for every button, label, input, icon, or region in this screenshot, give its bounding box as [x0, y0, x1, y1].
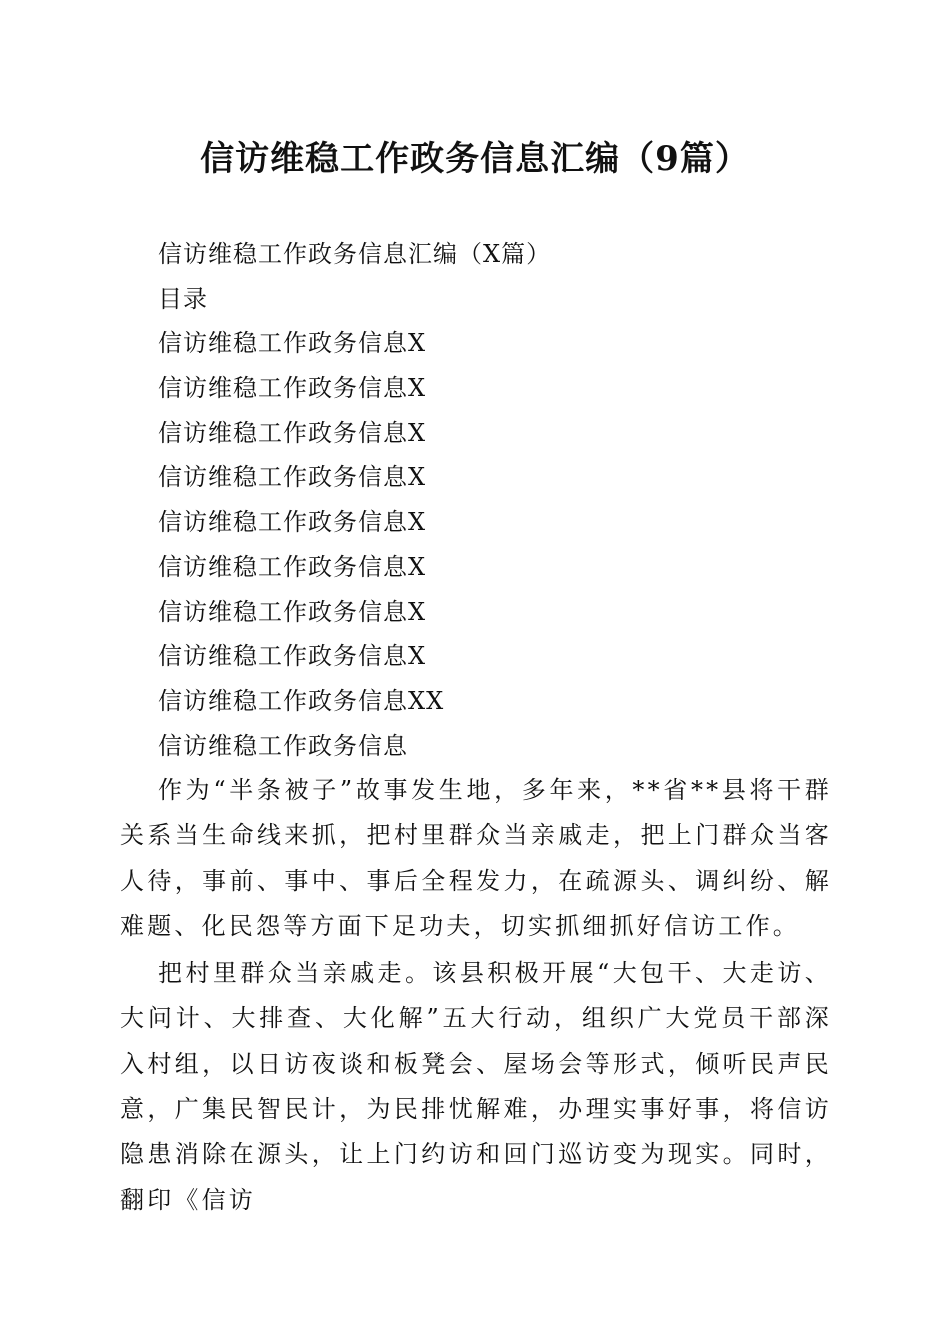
body-paragraph: 作为“半条被子”故事发生地，多年来，**省**县将干群关系当生命线来抓，把村里群众当亲戚走，把上门群众当客人待，事前、事中、事后全程发力，在疏源头、调纠纷、解难题、化民怨等方面下足功夫，切实抓细抓好信访工作。 — [120, 776, 832, 940]
toc-line: 信访维稳工作政务信息X — [158, 463, 427, 492]
document-title: 信访维稳工作政务信息汇编（9篇） — [200, 139, 750, 179]
toc-line: 信访维稳工作政务信息X — [158, 552, 427, 581]
toc-line: 信访维稳工作政务信息X — [158, 329, 427, 358]
toc-line: 信访维稳工作政务信息X — [158, 508, 427, 537]
toc-line: 信访维稳工作政务信息汇编（X篇） — [158, 240, 552, 268]
body-paragraph: 把村里群众当亲戚走。该县积极开展“大包干、大走访、大问计、大排查、大化解”五大行动，组织广大党员干部深入村组，以日访夜谈和板凳会、屋场会等形式，倾听民声民意，广集民智民计，为民排忧解难，办理实事好事，将信访隐患消除在源头，让上门约访和回门巡访变为现实。同时，翻印《信访 — [120, 959, 832, 1214]
toc-line: 目录 — [158, 284, 208, 313]
table-of-contents — [158, 232, 551, 768]
toc-line: 信访维稳工作政务信息X — [158, 418, 427, 447]
toc-line: 信访维稳工作政务信息 — [158, 731, 408, 760]
toc-line: 信访维稳工作政务信息X — [158, 642, 427, 671]
toc-line: 信访维稳工作政务信息XX — [158, 686, 445, 715]
toc-line: 信访维稳工作政务信息X — [158, 374, 427, 403]
document-body — [120, 768, 832, 1223]
toc-line: 信访维稳工作政务信息X — [158, 597, 427, 626]
